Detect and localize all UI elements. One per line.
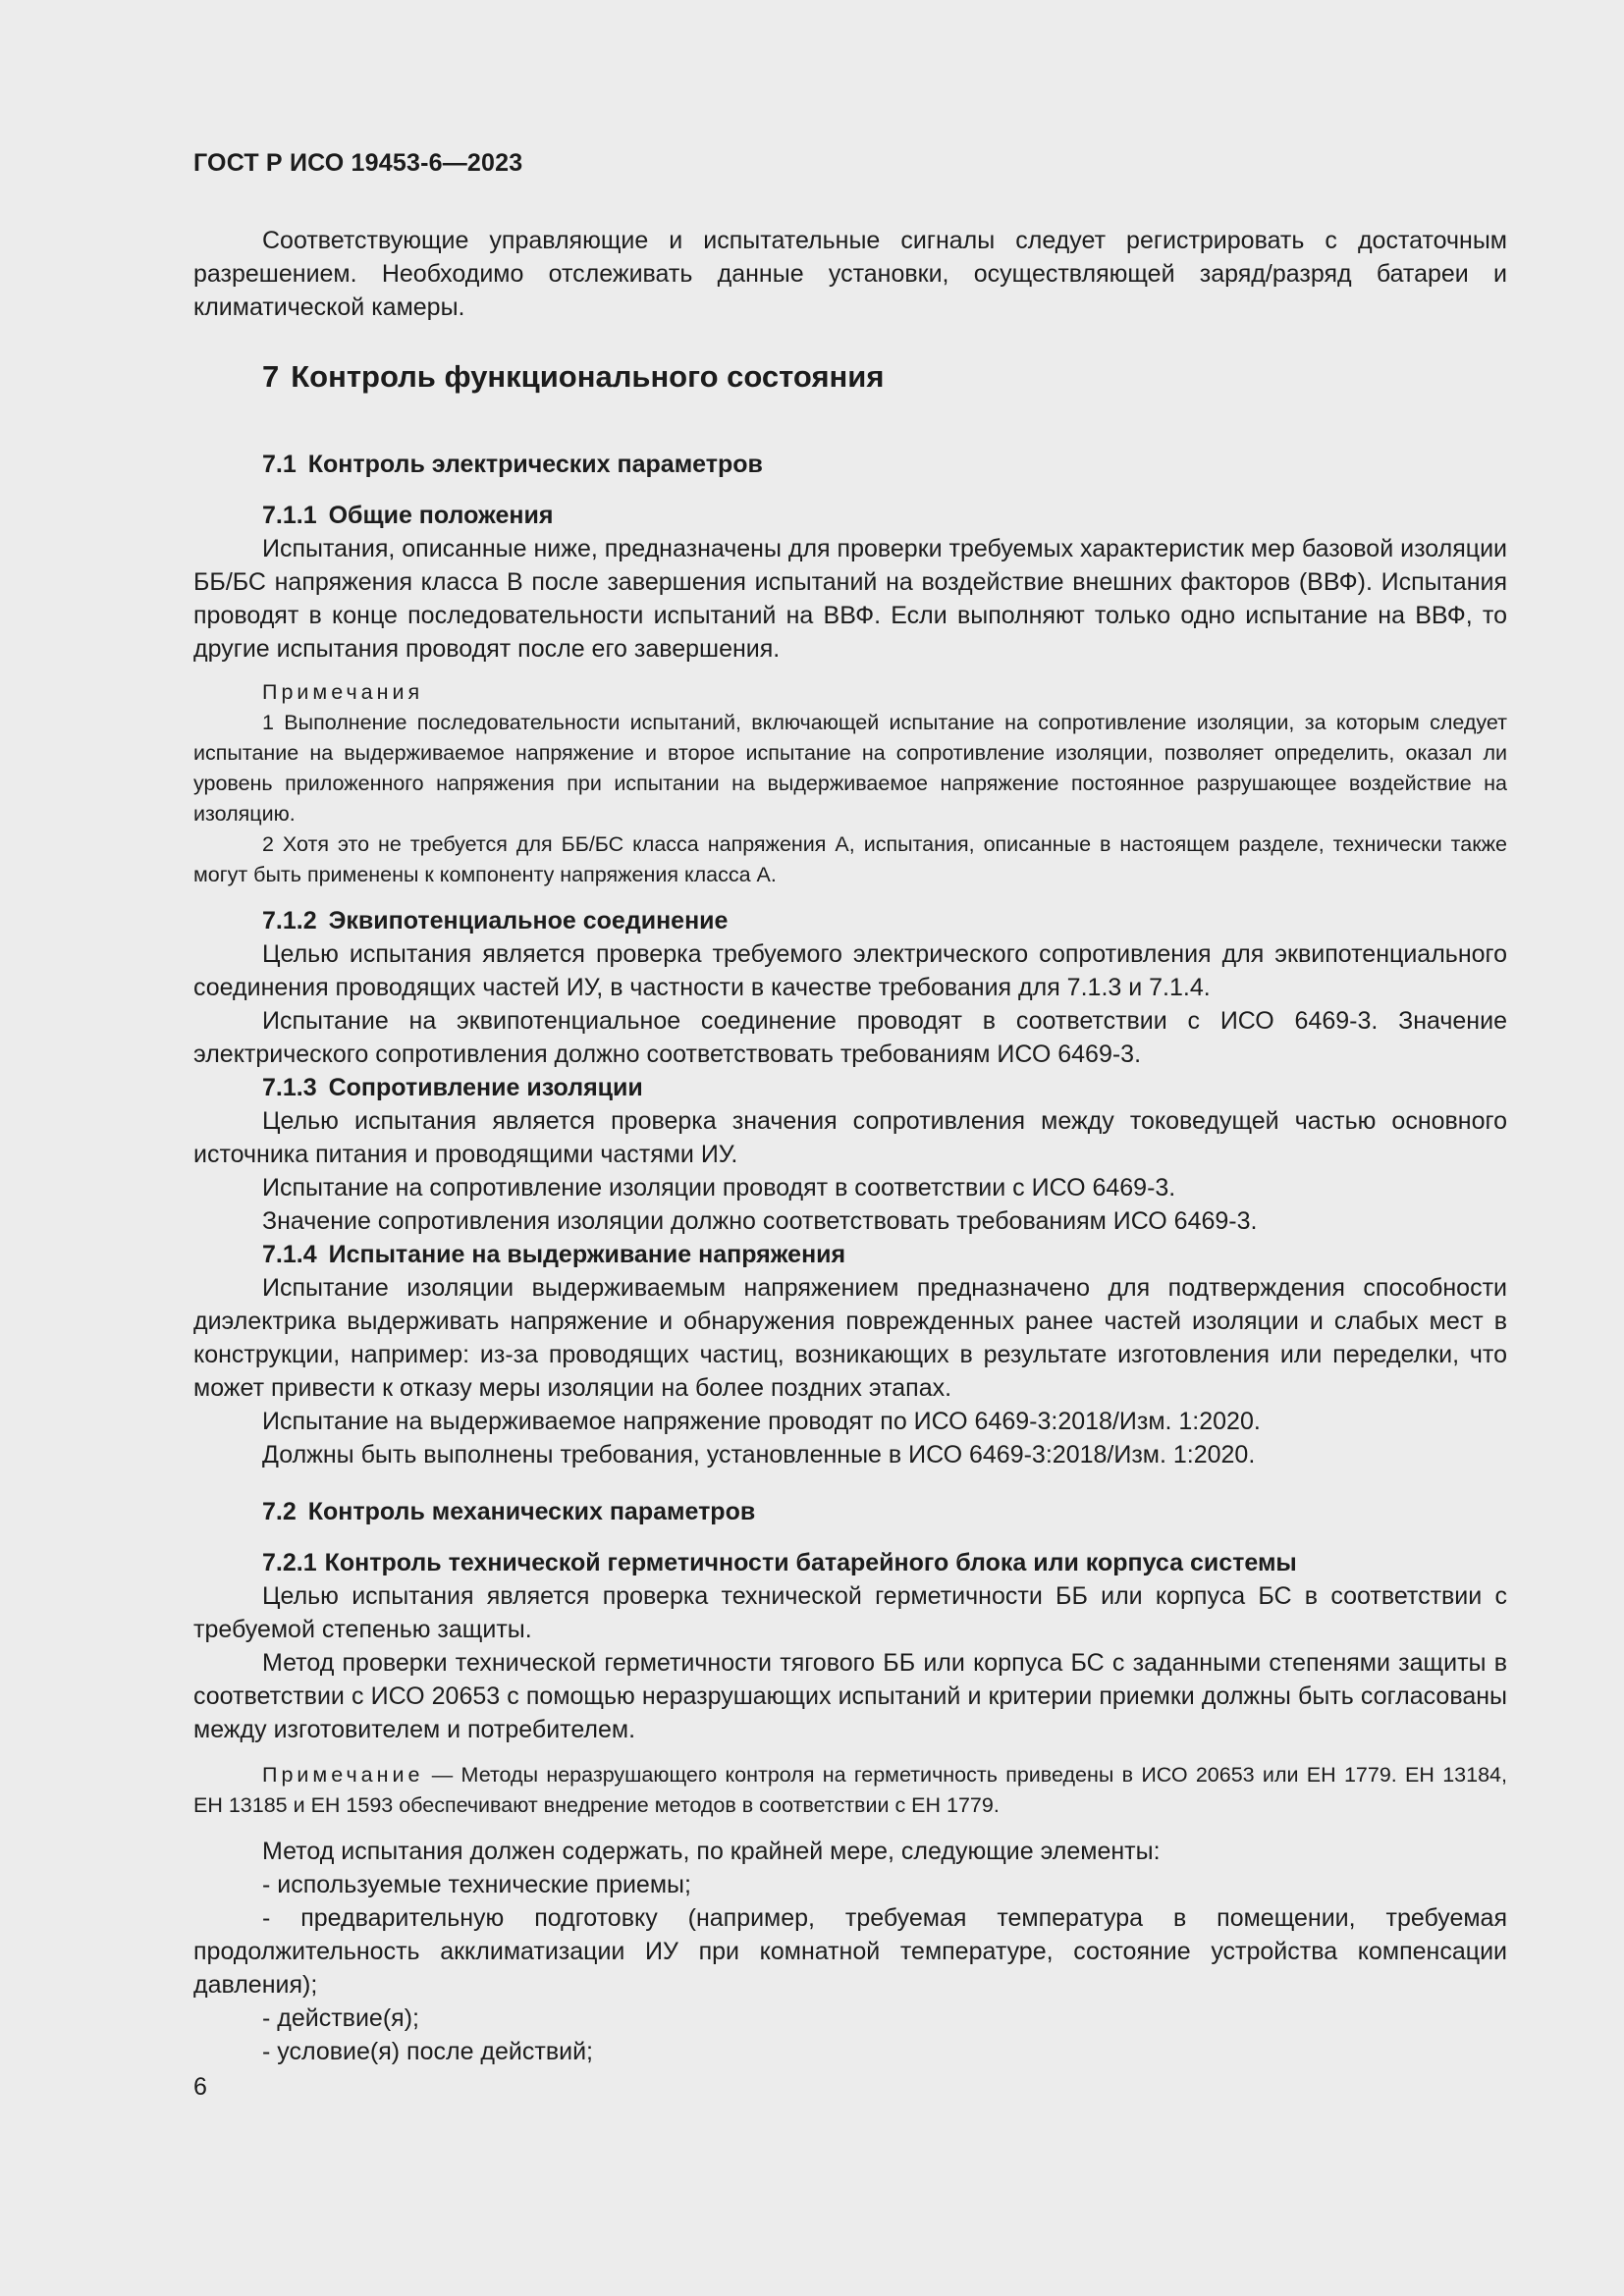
section-7-2-heading <box>193 1495 1507 1528</box>
paragraph: Метод проверки технической герметичности тягового ББ или корпуса БС с заданными степенями защиты в соответствии с ИСО 20653 с помощью неразрушающих испытаний и критерии приемки должны быть согласованы между изготовителем и потребителем. <box>193 1649 1507 1743</box>
note-2: 2 Хотя это не требуется для ББ/БС класса напряжения А, испытания, описанные в настоящем разделе, технически также могут быть применены к компоненту напряжения класса А. <box>193 832 1507 886</box>
note-1: 1 Выполнение последовательности испытаний, включающей испытание на сопротивление изоляции, за которым следует испытание на выдерживаемое напряжение и второе испытание на сопротивление изоляции, позволяет определить, оказал ли уровень приложенного напряжения при испытании на выдерживаемое напряжение постоянное разрушающее воздействие на изоляцию. <box>193 711 1507 826</box>
section-title: Контроль технической герметичности батарейного блока или корпуса системы <box>324 1549 1297 1576</box>
section-number: 7.2.1 <box>262 1549 317 1576</box>
list-item: - используемые технические приемы; <box>262 1871 691 1898</box>
notes-title: Примечания <box>262 680 424 704</box>
section-title: Контроль электрических параметров <box>307 451 763 478</box>
note <box>193 1760 1507 1821</box>
section-title: Контроль механических параметров <box>307 1498 756 1525</box>
section-7-heading <box>193 359 1507 395</box>
paragraph: Целью испытания является проверка значения сопротивления между токоведущей частью основного источника питания и проводящими частями ИУ. <box>193 1107 1507 1168</box>
note-title: Примечание <box>262 1763 424 1787</box>
page-content <box>193 224 1507 2068</box>
list-item: - действие(я); <box>262 2004 419 2032</box>
note-text: — Методы неразрушающего контроля на герметичность приведены в ИСО 20653 или ЕН 1779. ЕН 13184, ЕН 13185 и ЕН 1593 обеспечивают внедрение методов в соответствии с ЕН 1779. <box>193 1763 1507 1817</box>
document-header: ГОСТ Р ИСО 19453-6—2023 <box>193 149 523 177</box>
list-item: - условие(я) после действий; <box>262 2038 593 2065</box>
paragraph: Целью испытания является проверка технической герметичности ББ или корпуса БС в соответствии с требуемой степенью защиты. <box>193 1582 1507 1643</box>
section-7-2-1-heading <box>193 1546 1507 1579</box>
section-7-1-2-heading <box>193 904 1507 937</box>
section-7-1-1-heading <box>193 499 1507 532</box>
page-number: 6 <box>193 2073 207 2101</box>
paragraph: Испытание на сопротивление изоляции проводят в соответствии с ИСО 6469-3. <box>262 1174 1176 1201</box>
section-7-1-3-heading <box>193 1071 1507 1104</box>
section-number: 7 <box>262 359 280 394</box>
section-title: Испытание на выдерживание напряжения <box>328 1241 846 1268</box>
intro-paragraph: Соответствующие управляющие и испытательные сигналы следует регистрировать с достаточным разрешением. Необходимо отслеживать данные установки, осуществляющей заряд/разряд батареи и климатической камеры. <box>193 227 1507 321</box>
section-title: Контроль функционального состояния <box>291 359 885 394</box>
section-number: 7.1.4 <box>262 1241 317 1268</box>
section-title: Общие положения <box>328 502 554 529</box>
section-number: 7.1.1 <box>262 502 317 529</box>
paragraph: Значение сопротивления изоляции должно соответствовать требованиям ИСО 6469-3. <box>262 1207 1258 1235</box>
section-7-1-4-heading <box>193 1238 1507 1271</box>
section-number: 7.2 <box>262 1498 297 1525</box>
section-7-1-heading <box>193 448 1507 481</box>
section-number: 7.1.3 <box>262 1074 317 1101</box>
section-title: Сопротивление изоляции <box>328 1074 643 1101</box>
paragraph: Должны быть выполнены требования, установленные в ИСО 6469-3:2018/Изм. 1:2020. <box>262 1441 1256 1468</box>
paragraph: Испытание на эквипотенциальное соединение проводят в соответствии с ИСО 6469-3. Значение электрического сопротивления должно соответствовать требованиям ИСО 6469-3. <box>193 1007 1507 1068</box>
section-title: Эквипотенциальное соединение <box>328 907 729 934</box>
paragraph: Испытание на выдерживаемое напряжение проводят по ИСО 6469-3:2018/Изм. 1:2020. <box>262 1408 1261 1435</box>
paragraph: Испытание изоляции выдерживаемым напряжением предназначено для подтверждения способности диэлектрика выдерживать напряжение и обнаружения поврежденных ранее частей изоляции и слабых мест в конструкции, например: из-за проводящих частиц, возникающих в результате изготовления или переделки, что может привести к отказу меры изоляции на более поздних этапах. <box>193 1274 1507 1402</box>
section-number: 7.1 <box>262 451 297 478</box>
paragraph: Целью испытания является проверка требуемого электрического сопротивления для эквипотенциального соединения проводящих частей ИУ, в частности в качестве требования для 7.1.3 и 7.1.4. <box>193 940 1507 1001</box>
list-item: - предварительную подготовку (например, требуемая температура в помещении, требуемая продолжительность акклиматизации ИУ при комнатной температуре, состояние устройства компенсации давления); <box>193 1904 1507 1999</box>
paragraph: Метод испытания должен содержать, по крайней мере, следующие элементы: <box>262 1838 1161 1865</box>
paragraph: Испытания, описанные ниже, предназначены для проверки требуемых характеристик мер базовой изоляции ББ/БС напряжения класса В после завершения испытаний на воздействие внешних факторов (ВВФ). Испытания проводят в конце последовательности испытаний на ВВФ. Если выполняют только одно испытание на ВВФ, то другие испытания проводят после его завершения. <box>193 535 1507 663</box>
section-number: 7.1.2 <box>262 907 317 934</box>
